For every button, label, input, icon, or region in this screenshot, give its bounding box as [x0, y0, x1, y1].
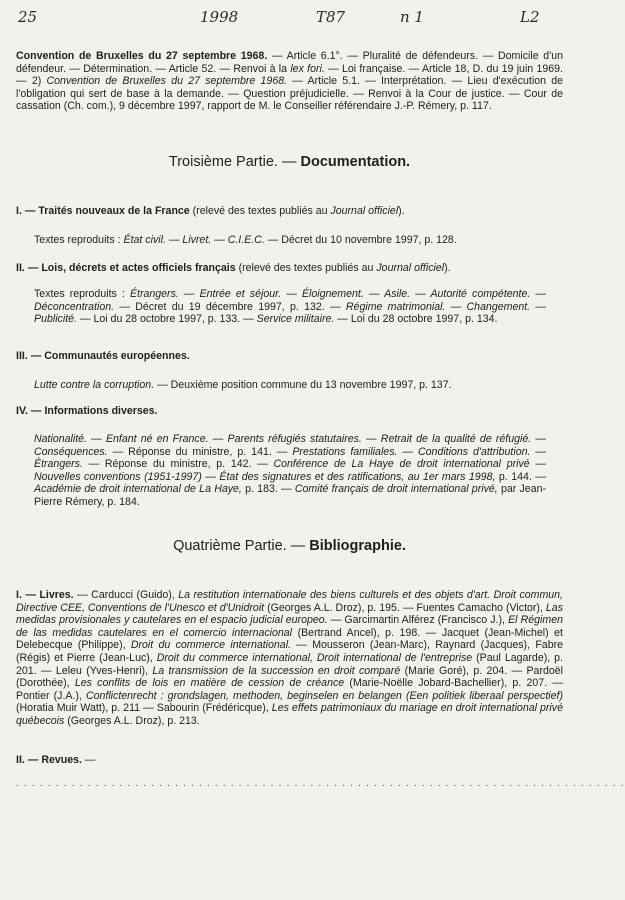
- section-heading: II. — Lois, décrets et actes officiels français (relevé des textes publiés au Journal officiel).: [16, 262, 451, 274]
- handwritten-mark: 25: [18, 8, 38, 26]
- section-heading: IV. — Informations diverses.: [16, 405, 158, 417]
- section-heading: I. — Traités nouveaux de la France (relevé des textes publiés au Journal officiel).: [16, 205, 405, 217]
- section-body: Nationalité. — Enfant né en France. — Parents réfugiés statutaires. — Retrait de la qualité de réfugié. — Conséquences. — Réponse du ministre, p. 141. — Prestations familiales. — Conditions d'attribution. — Étrangers. — Réponse du ministre, p. 142. — Conférence de La Haye de droit international privé — Nouvelles conventions (1951-1997) — État des signatures et des ratifications, au 1er mars 1998, p. 144. — Académie de droit international de La Haye, p. 183. — Comité français de droit international privé, par Jean-Pierre Rémery, p. 184.: [34, 433, 546, 508]
- case-summary-paragraph: Convention de Bruxelles du 27 septembre 1968. — Article 6.1°. — Pluralité de défendeurs. — Domicile d'un défendeur. — Détermination. — Article 52. — Renvoi à la lex fori. — Loi française. — Article 18, D. du 19 juin 1969. — 2) Convention de Bruxelles du 27 septembre 1968. — Article 5.1. — Interprétation. — Lieu d'exécution de l'obligation qui sert de base à la demande. — Question préjudicielle. — Renvoi à la Cour de justice. — Cour de cassation (Ch. com.), 9 décembre 1997, rapport de M. le Conseiller référendaire J.-P. Rémery, p. 117.: [16, 50, 564, 113]
- section-body: Lutte contre la corruption. — Deuxième position commune du 13 novembre 1997, p. 137.: [34, 379, 452, 391]
- section-heading: II. — Revues. —: [16, 754, 96, 766]
- handwritten-mark: n 1: [400, 8, 424, 26]
- part-heading-bibliographie: Quatrième Partie. — Bibliographie.: [173, 538, 406, 554]
- section-body: Textes reproduits : Étrangers. — Entrée et séjour. — Éloignement. — Asile. — Autorité compétente. — Déconcentration. — Décret du 19 décembre 1997, p. 132. — Régime matrimonial. — Changement. — Publicité. — Loi du 28 octobre 1997, p. 133. — Service militaire. — Loi du 28 octobre 1997, p. 134.: [34, 288, 547, 326]
- section-body-livres: I. — Livres. — Carducci (Guido), La restitution internationale des biens culturels et des objets d'art. Droit commun, Directive CEE, Conventions de l'Unesco et d'Unidroit (Georges A.L. Droz), p. 195. — Fuentes Camacho (Victor), Las medidas provisionales y cautelares en el espacio judicial europeo. — Garcimartin Alférez (Francisco J.), El Régimen de las medidas cautelares en el comercio internacional (Bertrand Ancel), p. 198. — Jacquet (Jean-Michel) et Delebecque (Philippe), Droit du commerce international. — Mousseron (Jean-Marc), Raynard (Jacques), Fabre (Régis) et Pierre (Jean-Luc), Droit du commerce international, Droit international de l'entreprise (Paul Lagarde), p. 201. — Leleu (Yves-Henri), La transmission de la succession en droit comparé (Marie Goré), p. 204. — Pardoël (Dorothée), Les conflits de lois en matière de cession de créance (Marie-Noëlle Jobard-Bachellier), p. 207. — Pontier (J.A.), Conflictenrecht : grondslagen, methoden, beginselen en belangen (Een politiek liberaal perspectief) (Horatia Muir Watt), p. 211 — Sabourin (Frédéricque), Les effets patrimoniaux du mariage en droit international privé québecois (Georges A.L. Droz), p. 213.: [16, 589, 564, 727]
- handwritten-mark: 1998: [200, 8, 239, 26]
- handwritten-mark: L2: [520, 8, 540, 26]
- dotted-rule: . . . . . . . . . . . . . . . . . . . . . . . . . . . . . . . . . . . . . . . . . . . . . . . . . . . . . . . . . . . . . . . . . . . . . . . . . . . . .: [16, 778, 625, 789]
- section-heading: III. — Communautés européennes.: [16, 350, 190, 362]
- handwritten-mark: T87: [316, 8, 346, 26]
- part-heading-documentation: Troisième Partie. — Documentation.: [168, 154, 411, 170]
- section-body: Textes reproduits : État civil. — Livret. — C.I.E.C. — Décret du 10 novembre 1997, p. 128.: [34, 234, 457, 246]
